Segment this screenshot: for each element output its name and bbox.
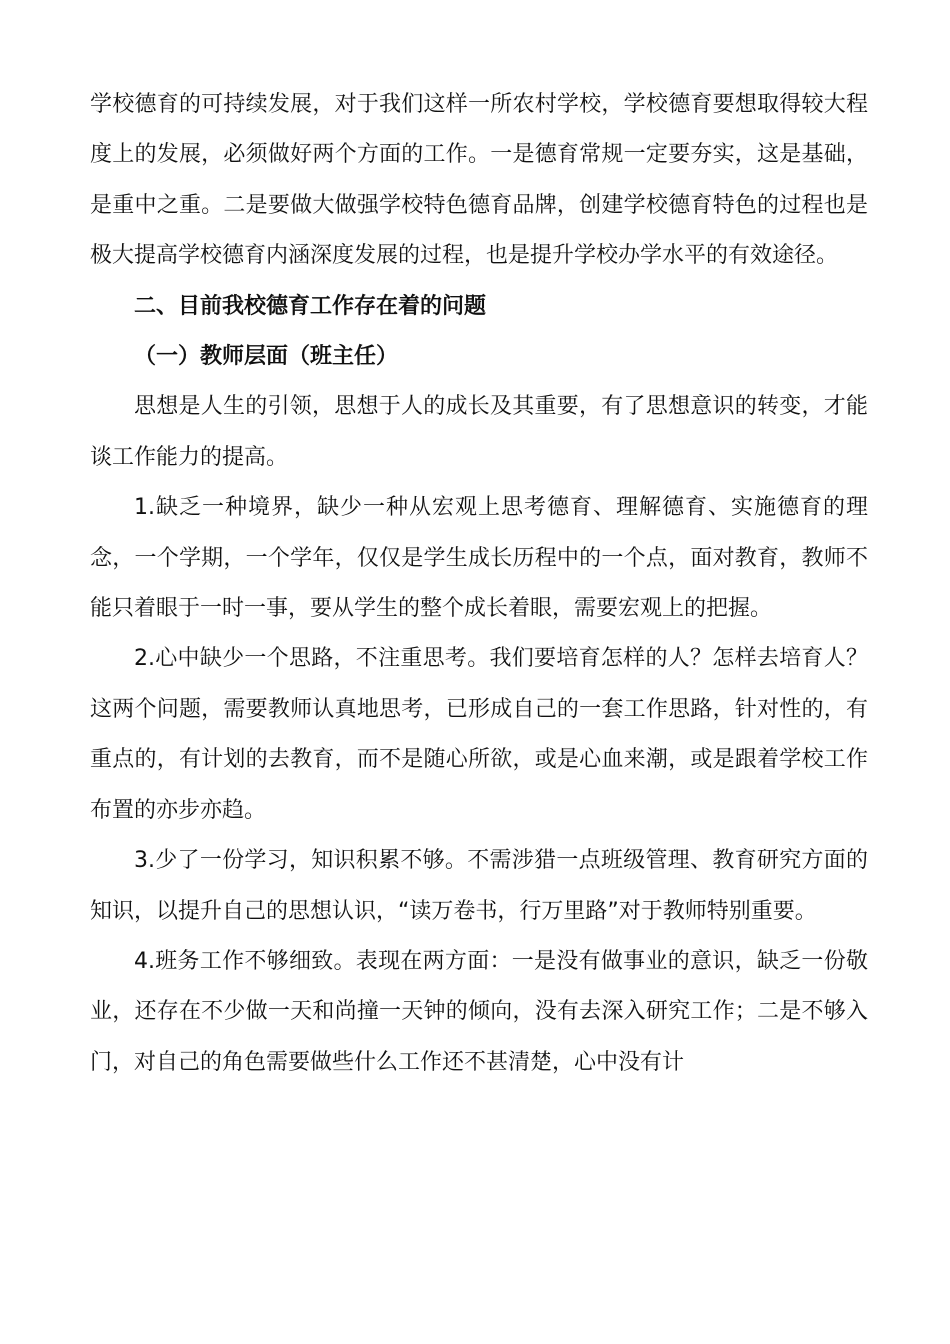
paragraph-item-2: 2.心中缺少一个思路，不注重思考。我们要培育怎样的人？怎样去培育人？这两个问题，需要教师认真地思考，已形成自己的一套工作思路，针对性的，有重点的，有计划的去教育，而不是随心所欲，或是心血来潮，或是跟着学校工作布置的亦步亦趋。 (90, 646, 868, 823)
paragraph-intro: 学校德育的可持续发展，对于我们这样一所农村学校，学校德育要想取得较大程度上的发展，必须做好两个方面的工作。一是德育常规一定要夯实，这是基础，是重中之重。二是要做大做强学校特色德育品牌，创建学校德育特色的过程也是极大提高学校德育内涵深度发展的过程，也是提升学校办学水平的有效途径。 (90, 92, 868, 269)
paragraph-item-1: 1.缺乏一种境界，缺少一种从宏观上思考德育、理解德育、实施德育的理念，一个学期，一个学年，仅仅是学生成长历程中的一个点，面对教育，教师不能只着眼于一时一事，要从学生的整个成长着眼，需要宏观上的把握。 (90, 495, 868, 622)
paragraph-thought: 思想是人生的引领，思想于人的成长及其重要，有了思想意识的转变，才能谈工作能力的提高。 (90, 394, 868, 470)
paragraph-item-3: 3.少了一份学习，知识积累不够。不需涉猎一点班级管理、教育研究方面的知识，以提升自己的思想认识，“读万卷书，行万里路”对于教师特别重要。 (90, 848, 868, 924)
section-heading: 二、目前我校德育工作存在着的问题 (134, 293, 487, 319)
document-page (90, 80, 868, 1088)
paragraph-item-4: 4.班务工作不够细致。表现在两方面：一是没有做事业的意识，缺乏一份敬业，还存在不少做一天和尚撞一天钟的倾向，没有去深入研究工作；二是不够入门，对自己的角色需要做些什么工作还不甚清楚，心中没有计 (90, 948, 868, 1075)
subsection-heading: （一）教师层面（班主任） (134, 344, 399, 370)
